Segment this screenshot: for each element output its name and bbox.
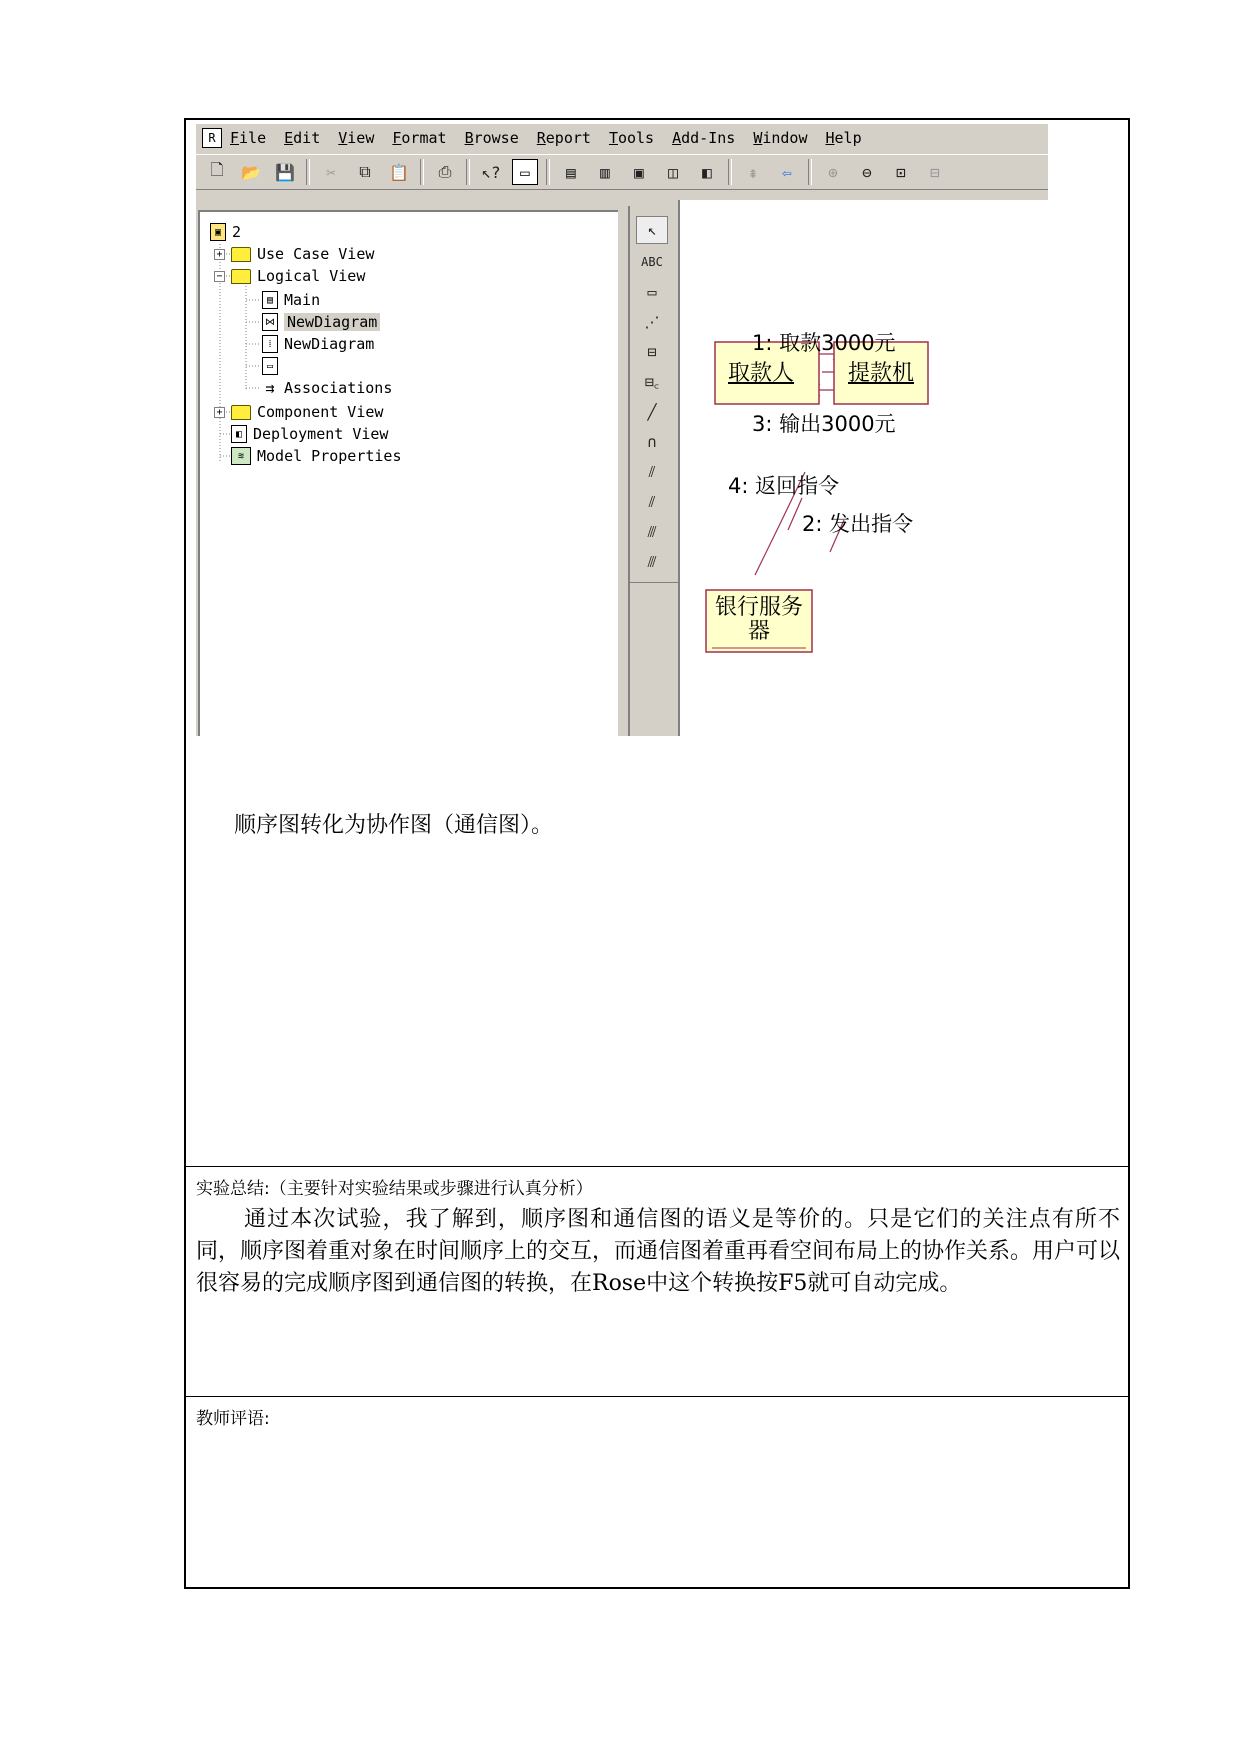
class-icon: ▭ — [262, 357, 278, 375]
link-message-icon[interactable]: ⫽ — [648, 463, 656, 481]
class-diagram-icon: ▤ — [262, 291, 278, 309]
section-divider — [186, 1166, 1128, 1167]
tree-label: Associations — [284, 379, 393, 397]
menu-bar — [196, 124, 1048, 152]
folder-icon — [231, 247, 251, 262]
browser-tree — [198, 210, 618, 736]
zoom-out-icon[interactable]: ⊖ — [862, 162, 872, 182]
toolbar-separator — [306, 159, 310, 185]
link-atm-server-lower — [755, 528, 778, 575]
expand-plus-icon[interactable]: + — [214, 407, 225, 418]
menu-format[interactable]: Format — [392, 129, 447, 147]
toolbar-separator — [466, 159, 470, 185]
tree-item-unnamed-class[interactable] — [262, 355, 284, 377]
deployment-icon[interactable]: ◧ — [702, 162, 712, 182]
toolbar-separator — [728, 159, 732, 185]
object-withdrawer-label[interactable]: 取款人 — [728, 361, 795, 386]
tree-root[interactable] — [210, 221, 241, 243]
deployment-view-icon: ◧ — [231, 425, 247, 443]
print-icon[interactable]: ⎙ — [438, 162, 452, 181]
menu-browse[interactable]: Browse — [464, 129, 519, 147]
undo-fit-icon[interactable]: ⊟ — [930, 162, 940, 182]
toolbar-separator — [546, 159, 550, 185]
message-3-label[interactable]: 3: 输出3000元 — [752, 412, 896, 436]
reverse-link-message-icon[interactable]: ⫽ — [648, 493, 656, 511]
associations-icon: ⇉ — [265, 379, 275, 397]
collaboration-diagram-icon: ⋈ — [262, 313, 278, 331]
rational-rose-window — [196, 124, 1048, 736]
object-icon[interactable]: ⊟ — [647, 343, 657, 361]
tree-item-component-view[interactable] — [214, 401, 383, 423]
tree-label: NewDiagram — [284, 335, 375, 353]
tree-item-model-properties[interactable] — [231, 445, 402, 467]
selection-arrow-icon[interactable]: ↖ — [636, 216, 668, 244]
model-browser — [196, 206, 624, 736]
component-diagram-icon[interactable]: ▣ — [634, 162, 644, 182]
tree-item-main[interactable] — [262, 289, 320, 311]
paste-icon[interactable]: 📋 — [389, 162, 409, 182]
tree-label: Use Case View — [257, 245, 375, 263]
data-token-icon[interactable]: ⫻ — [647, 523, 657, 541]
menu-add-ins[interactable]: Add-Ins — [672, 129, 736, 147]
reverse-data-token-icon[interactable]: ⫻ — [647, 553, 657, 571]
collaboration-diagram — [678, 200, 1048, 736]
message-2-label[interactable]: 2: 发出指令 — [802, 512, 914, 536]
collapse-minus-icon[interactable]: − — [214, 271, 225, 282]
tree-root-label: 2 — [232, 223, 242, 241]
standard-toolbar — [196, 154, 1048, 190]
menu-view[interactable]: View — [338, 129, 375, 147]
new-file-icon[interactable]: 🗋 — [210, 159, 224, 179]
copy-icon[interactable]: ⧉ — [359, 162, 371, 181]
model-root-icon: ▣ — [210, 223, 226, 241]
menu-edit[interactable]: Edit — [284, 129, 321, 147]
interaction-diagram-icon[interactable]: ▥ — [600, 162, 610, 182]
message-1-label[interactable]: 1: 取款3000元 — [752, 331, 896, 355]
statechart-icon[interactable]: ◫ — [668, 162, 678, 182]
figure-caption: 顺序图转化为协作图（通信图）。 — [234, 813, 554, 838]
go-to-parent-icon[interactable]: ⇞ — [748, 162, 758, 182]
tree-label: Component View — [257, 403, 384, 421]
class-diagram-icon[interactable]: ▤ — [566, 162, 576, 182]
menu-file[interactable]: File — [230, 129, 267, 147]
toolbar-separator — [808, 159, 812, 185]
diagram-canvas — [680, 200, 1048, 736]
tree-item-newdiagram-sequence[interactable] — [262, 333, 374, 355]
context-help-icon[interactable]: ↖? — [481, 162, 501, 182]
menu-tools[interactable]: Tools — [608, 129, 655, 147]
zoom-in-icon[interactable]: ⊕ — [828, 162, 838, 182]
tree-item-associations[interactable] — [262, 377, 392, 399]
teacher-comment-heading: 教师评语: — [196, 1409, 270, 1429]
cut-icon[interactable]: ✂ — [326, 162, 336, 182]
message-4-label[interactable]: 4: 返回指令 — [728, 474, 840, 498]
tree-label: Deployment View — [253, 425, 389, 443]
tree-item-logical-view[interactable] — [214, 265, 365, 287]
tree-label: Main — [284, 291, 321, 309]
tree-label: Model Properties — [257, 447, 402, 465]
report-table — [184, 118, 1130, 1589]
summary-heading: 实验总结:（主要针对实验结果或步骤进行认真分析） — [196, 1179, 593, 1199]
previous-diagram-icon[interactable]: ⇦ — [782, 162, 792, 182]
save-icon[interactable]: 💾 — [275, 162, 295, 182]
object-link-icon[interactable]: ╱ — [647, 403, 657, 421]
open-folder-icon[interactable]: 📂 — [241, 162, 261, 182]
expand-plus-icon[interactable]: + — [214, 249, 225, 260]
folder-open-icon — [231, 269, 251, 284]
class-instance-icon[interactable]: ⊟꜀ — [644, 373, 660, 391]
tree-item-use-case-view[interactable] — [214, 243, 374, 265]
sequence-diagram-icon: ⁞ — [262, 335, 278, 353]
tree-label: Logical View — [257, 267, 366, 285]
diagram-toolbox — [628, 206, 678, 736]
object-bank-server-label[interactable]: 银行服务器 — [714, 595, 803, 644]
menu-report[interactable]: Report — [536, 129, 591, 147]
tree-label: NewDiagram — [284, 313, 380, 331]
fit-in-window-icon[interactable]: ⊡ — [896, 162, 906, 182]
anchor-note-icon[interactable]: ⋰ — [644, 313, 660, 331]
object-atm-label[interactable]: 提款机 — [848, 361, 915, 386]
tree-item-deployment-view[interactable] — [231, 423, 388, 445]
view-doc-window-icon[interactable]: ▭ — [512, 159, 538, 185]
model-properties-icon: ≋ — [231, 447, 251, 465]
folder-icon — [231, 405, 251, 420]
rose-app-icon[interactable]: R — [202, 128, 222, 148]
link-to-self-icon[interactable]: ∩ — [647, 433, 657, 451]
section-divider — [186, 1396, 1128, 1397]
text-box-icon[interactable]: ABC — [641, 255, 663, 269]
summary-text: 通过本次试验，我了解到，顺序图和通信图的语义是等价的。只是它们的关注点有所不同，顺序图着重对象在时间顺序上的交互，而通信图着重再看空间布局上的协作关系。用户可以很容易的完成顺序图到通信图的转换，在Rose中这个转换按F5就可自动完成。 — [196, 1207, 1121, 1296]
menu-window[interactable]: Window — [753, 129, 808, 147]
note-icon[interactable]: ▭ — [647, 283, 657, 301]
menu-help[interactable]: Help — [825, 129, 862, 147]
tree-item-newdiagram-collaboration[interactable] — [262, 311, 380, 333]
toolbar-separator — [420, 159, 424, 185]
